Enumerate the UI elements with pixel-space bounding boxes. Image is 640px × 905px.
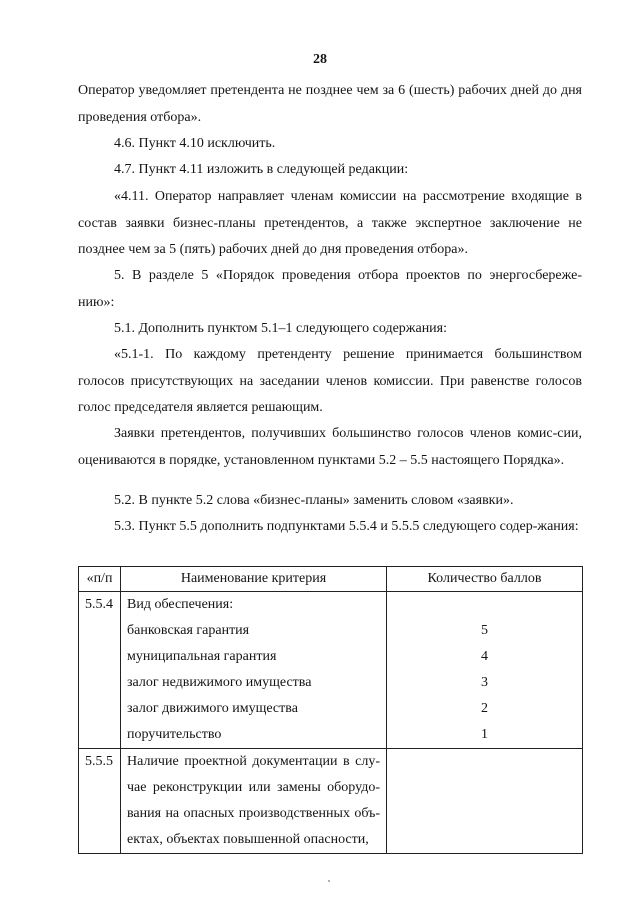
row-number: 5.5.4 bbox=[79, 592, 121, 749]
paragraph-continuation: Оператор уведомляет претендента не позднее чем за 6 (шесть) рабочих дней до дня проведения отбора». bbox=[78, 83, 582, 125]
criterion-cell bbox=[121, 749, 387, 854]
score-value: 3 bbox=[481, 675, 488, 690]
header-num: «п/п bbox=[79, 567, 121, 592]
score-value: 4 bbox=[481, 649, 488, 664]
header-criterion: Наименование критерия bbox=[121, 567, 387, 592]
paragraph-5-1: 5.1. Дополнить пунктом 5.1–1 следующего содержания: bbox=[114, 321, 448, 336]
header-score: Количество баллов bbox=[387, 567, 583, 592]
criterion-item: залог движимого имущества bbox=[127, 701, 298, 716]
score-cell bbox=[387, 592, 583, 749]
paragraph-4-7: 4.7. Пункт 4.11 изложить в следующей редакции: bbox=[114, 162, 409, 177]
paragraph-5: 5. В разделе 5 «Порядок проведения отбора проектов по энергосбереже-нию»: bbox=[78, 268, 582, 310]
paragraph-4-6: 4.6. Пункт 4.10 исключить. bbox=[114, 136, 276, 151]
paragraph-5-1-1: «5.1-1. По каждому претенденту решение принимается большинством голосов присутствующих на заседании членов комиссии. При равенстве голосов голос председателя является решающим. bbox=[78, 347, 582, 415]
score-value: 5 bbox=[481, 623, 488, 638]
criterion-title: Вид обеспечения: bbox=[127, 597, 234, 612]
row-number: 5.5.5 bbox=[79, 749, 121, 854]
table-row bbox=[79, 592, 583, 749]
criterion-item: поручительство bbox=[127, 727, 222, 742]
page-number: 28 bbox=[313, 52, 327, 67]
score-value: 1 bbox=[481, 727, 488, 742]
criteria-table bbox=[78, 566, 583, 854]
paragraph-5-3: 5.3. Пункт 5.5 дополнить подпунктами 5.5.4 и 5.5.5 следующего содер-жания: bbox=[114, 519, 579, 534]
criterion-item: муниципальная гарантия bbox=[127, 649, 277, 664]
criterion-text: Наличие проектной документации в слу-чае реконструкции или замены оборудо-вания на опасных производственных объ-ектах, объектах повышенной опасности, bbox=[127, 754, 380, 847]
paragraph-5-2: 5.2. В пункте 5.2 слова «бизнес-планы» заменить словом «заявки». bbox=[114, 493, 514, 508]
criterion-item: залог недвижимого имущества bbox=[127, 675, 312, 690]
criterion-cell bbox=[121, 592, 387, 749]
table-header-row bbox=[79, 567, 583, 592]
paragraph-applications: Заявки претендентов, получивших большинство голосов членов комис-сии, оцениваются в порядке, установленном пунктами 5.2 – 5.5 настоящего Порядка». bbox=[78, 426, 582, 468]
score-cell bbox=[387, 749, 583, 854]
scan-speck bbox=[328, 880, 330, 882]
criterion-item: банковская гарантия bbox=[127, 623, 250, 638]
table-row bbox=[79, 749, 583, 854]
paragraph-4-11: «4.11. Оператор направляет членам комиссии на рассмотрение входящие в состав заявки бизнес-планы претендентов, а также экспертное заключение не позднее чем за 5 (пять) рабочих дней до дня проведения отбора». bbox=[78, 189, 582, 257]
score-value: 2 bbox=[481, 701, 488, 716]
